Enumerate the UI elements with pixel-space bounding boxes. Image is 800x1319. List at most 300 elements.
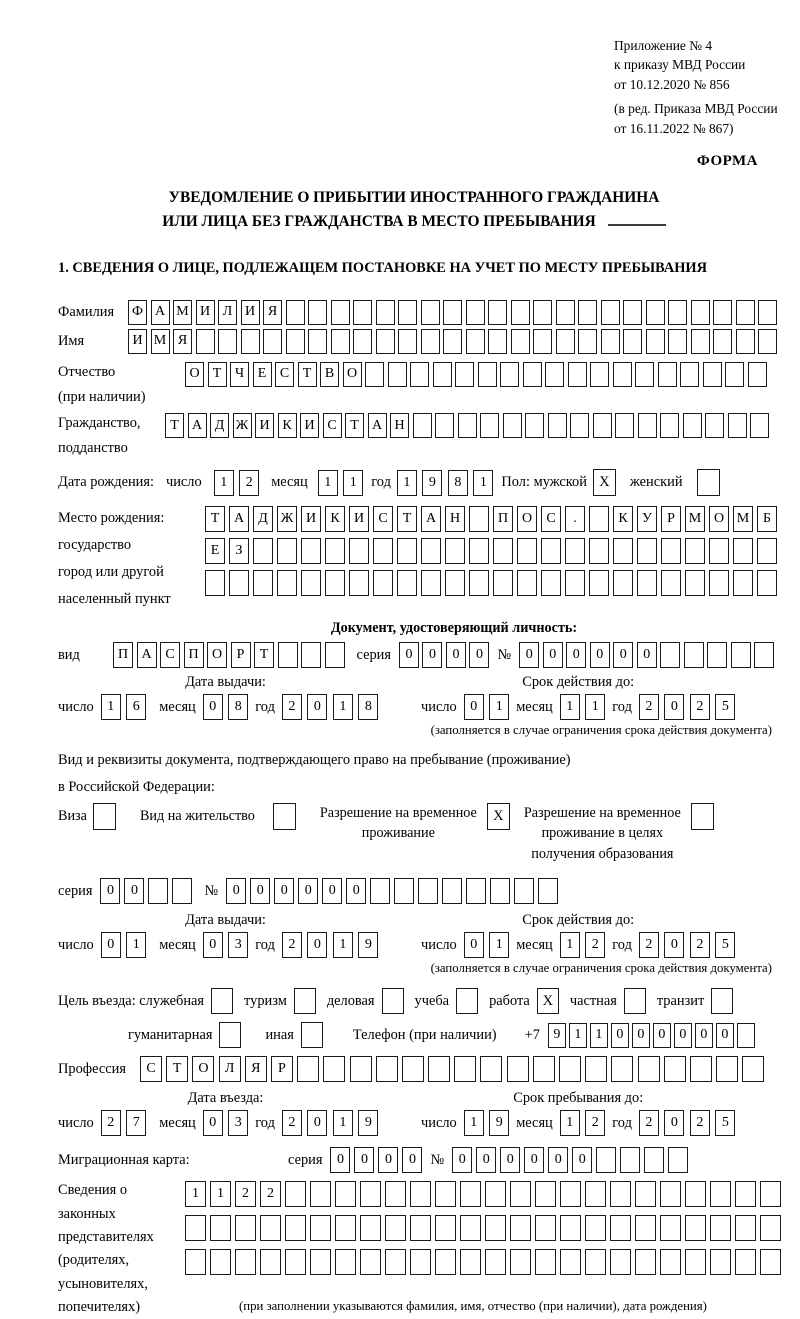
- char-cell[interactable]: 0: [637, 642, 657, 668]
- char-cell[interactable]: [210, 1249, 231, 1275]
- char-cell[interactable]: А: [137, 642, 157, 668]
- char-cell[interactable]: 0: [674, 1023, 692, 1048]
- char-cell[interactable]: [310, 1215, 331, 1241]
- char-cell[interactable]: [742, 1056, 764, 1082]
- char-cell[interactable]: 0: [422, 642, 442, 668]
- char-cell[interactable]: [455, 362, 474, 387]
- char-cell[interactable]: [725, 362, 744, 387]
- char-cell[interactable]: 1: [126, 932, 146, 958]
- char-cell[interactable]: 1: [343, 470, 363, 496]
- char-cell[interactable]: [510, 1181, 531, 1207]
- char-cell[interactable]: [735, 1249, 756, 1275]
- char-cell[interactable]: А: [421, 506, 441, 532]
- char-cell[interactable]: [646, 329, 665, 354]
- char-cell[interactable]: 1: [214, 470, 234, 496]
- char-cell[interactable]: И: [300, 413, 319, 438]
- char-cell[interactable]: [308, 300, 327, 325]
- char-cell[interactable]: [286, 329, 305, 354]
- char-cell[interactable]: 1: [333, 932, 353, 958]
- char-cell[interactable]: [541, 570, 561, 596]
- char-cell[interactable]: [613, 538, 633, 564]
- char-cell[interactable]: [376, 1056, 398, 1082]
- char-cell[interactable]: Т: [345, 413, 364, 438]
- char-cell[interactable]: [556, 329, 575, 354]
- char-cell[interactable]: Т: [208, 362, 227, 387]
- char-cell[interactable]: [736, 300, 755, 325]
- residence-permit-checkbox[interactable]: [273, 803, 296, 830]
- char-cell[interactable]: К: [278, 413, 297, 438]
- char-cell[interactable]: Я: [245, 1056, 267, 1082]
- char-cell[interactable]: 2: [260, 1181, 281, 1207]
- char-cell[interactable]: [535, 1181, 556, 1207]
- char-cell[interactable]: [733, 570, 753, 596]
- char-cell[interactable]: [578, 300, 597, 325]
- purpose-humanitarian-checkbox[interactable]: [219, 1022, 241, 1048]
- char-cell[interactable]: 2: [282, 1110, 302, 1136]
- char-cell[interactable]: [535, 1215, 556, 1241]
- char-cell[interactable]: [556, 300, 575, 325]
- temp-residence-edu-checkbox[interactable]: [691, 803, 714, 830]
- char-cell[interactable]: С: [275, 362, 294, 387]
- char-cell[interactable]: [568, 362, 587, 387]
- char-cell[interactable]: Т: [165, 413, 184, 438]
- char-cell[interactable]: 2: [282, 694, 302, 720]
- char-cell[interactable]: В: [320, 362, 339, 387]
- char-cell[interactable]: 0: [446, 642, 466, 668]
- char-cell[interactable]: [353, 329, 372, 354]
- char-cell[interactable]: С: [373, 506, 393, 532]
- char-cell[interactable]: 9: [422, 470, 442, 496]
- char-cell[interactable]: [736, 329, 755, 354]
- char-cell[interactable]: П: [184, 642, 204, 668]
- char-cell[interactable]: [661, 570, 681, 596]
- char-cell[interactable]: [373, 570, 393, 596]
- char-cell[interactable]: [488, 300, 507, 325]
- char-cell[interactable]: 9: [548, 1023, 566, 1048]
- char-cell[interactable]: [278, 642, 298, 668]
- char-cell[interactable]: [445, 538, 465, 564]
- char-cell[interactable]: [349, 570, 369, 596]
- char-cell[interactable]: [538, 878, 558, 904]
- char-cell[interactable]: [493, 570, 513, 596]
- char-cell[interactable]: [360, 1215, 381, 1241]
- char-cell[interactable]: [360, 1249, 381, 1275]
- char-cell[interactable]: 2: [690, 1110, 710, 1136]
- char-cell[interactable]: [668, 1147, 688, 1173]
- char-cell[interactable]: [418, 878, 438, 904]
- char-cell[interactable]: Ф: [128, 300, 147, 325]
- char-cell[interactable]: [466, 300, 485, 325]
- char-cell[interactable]: 2: [282, 932, 302, 958]
- char-cell[interactable]: [638, 1056, 660, 1082]
- char-cell[interactable]: [664, 1056, 686, 1082]
- char-cell[interactable]: 0: [548, 1147, 568, 1173]
- char-cell[interactable]: 0: [664, 1110, 684, 1136]
- char-cell[interactable]: [301, 538, 321, 564]
- gender-male-checkbox[interactable]: X: [593, 469, 616, 496]
- char-cell[interactable]: [615, 413, 634, 438]
- char-cell[interactable]: 2: [639, 932, 659, 958]
- char-cell[interactable]: 0: [632, 1023, 650, 1048]
- char-cell[interactable]: 0: [572, 1147, 592, 1173]
- char-cell[interactable]: 0: [378, 1147, 398, 1173]
- char-cell[interactable]: [301, 642, 321, 668]
- char-cell[interactable]: [397, 570, 417, 596]
- char-cell[interactable]: Т: [254, 642, 274, 668]
- char-cell[interactable]: [559, 1056, 581, 1082]
- char-cell[interactable]: [308, 329, 327, 354]
- char-cell[interactable]: [469, 506, 489, 532]
- char-cell[interactable]: [485, 1249, 506, 1275]
- char-cell[interactable]: 1: [185, 1181, 206, 1207]
- char-cell[interactable]: М: [173, 300, 192, 325]
- char-cell[interactable]: [683, 413, 702, 438]
- char-cell[interactable]: [635, 1181, 656, 1207]
- char-cell[interactable]: 0: [695, 1023, 713, 1048]
- char-cell[interactable]: [503, 413, 522, 438]
- char-cell[interactable]: [410, 362, 429, 387]
- char-cell[interactable]: .: [565, 506, 585, 532]
- char-cell[interactable]: [703, 362, 722, 387]
- char-cell[interactable]: [668, 300, 687, 325]
- char-cell[interactable]: [297, 1056, 319, 1082]
- char-cell[interactable]: [585, 1056, 607, 1082]
- gender-female-checkbox[interactable]: [697, 469, 720, 496]
- char-cell[interactable]: 9: [358, 932, 378, 958]
- char-cell[interactable]: [458, 413, 477, 438]
- char-cell[interactable]: [285, 1181, 306, 1207]
- char-cell[interactable]: [466, 329, 485, 354]
- char-cell[interactable]: [660, 1249, 681, 1275]
- char-cell[interactable]: 1: [489, 694, 509, 720]
- char-cell[interactable]: [728, 413, 747, 438]
- char-cell[interactable]: [578, 329, 597, 354]
- char-cell[interactable]: [511, 329, 530, 354]
- char-cell[interactable]: [310, 1249, 331, 1275]
- char-cell[interactable]: Т: [166, 1056, 188, 1082]
- char-cell[interactable]: Е: [205, 538, 225, 564]
- char-cell[interactable]: [589, 506, 609, 532]
- char-cell[interactable]: О: [185, 362, 204, 387]
- char-cell[interactable]: 0: [307, 694, 327, 720]
- char-cell[interactable]: А: [368, 413, 387, 438]
- char-cell[interactable]: [205, 570, 225, 596]
- char-cell[interactable]: [421, 570, 441, 596]
- purpose-business-checkbox[interactable]: [211, 988, 233, 1014]
- char-cell[interactable]: [277, 538, 297, 564]
- char-cell[interactable]: [668, 329, 687, 354]
- char-cell[interactable]: 0: [203, 1110, 223, 1136]
- char-cell[interactable]: [360, 1181, 381, 1207]
- char-cell[interactable]: [410, 1181, 431, 1207]
- char-cell[interactable]: [260, 1249, 281, 1275]
- char-cell[interactable]: [148, 878, 168, 904]
- char-cell[interactable]: [613, 362, 632, 387]
- char-cell[interactable]: 0: [716, 1023, 734, 1048]
- char-cell[interactable]: [709, 570, 729, 596]
- char-cell[interactable]: Р: [271, 1056, 293, 1082]
- char-cell[interactable]: [285, 1249, 306, 1275]
- char-cell[interactable]: [620, 1147, 640, 1173]
- char-cell[interactable]: [611, 1056, 633, 1082]
- char-cell[interactable]: [541, 538, 561, 564]
- char-cell[interactable]: [660, 413, 679, 438]
- char-cell[interactable]: Р: [231, 642, 251, 668]
- char-cell[interactable]: 2: [585, 932, 605, 958]
- char-cell[interactable]: [460, 1215, 481, 1241]
- char-cell[interactable]: 9: [358, 1110, 378, 1136]
- char-cell[interactable]: [263, 329, 282, 354]
- char-cell[interactable]: 0: [354, 1147, 374, 1173]
- char-cell[interactable]: М: [685, 506, 705, 532]
- char-cell[interactable]: А: [188, 413, 207, 438]
- char-cell[interactable]: [435, 1249, 456, 1275]
- char-cell[interactable]: [596, 1147, 616, 1173]
- purpose-business2-checkbox[interactable]: [382, 988, 404, 1014]
- char-cell[interactable]: [660, 642, 680, 668]
- char-cell[interactable]: [691, 329, 710, 354]
- char-cell[interactable]: 2: [690, 694, 710, 720]
- char-cell[interactable]: [331, 329, 350, 354]
- char-cell[interactable]: [570, 413, 589, 438]
- char-cell[interactable]: З: [229, 538, 249, 564]
- char-cell[interactable]: [485, 1215, 506, 1241]
- char-cell[interactable]: 5: [715, 694, 735, 720]
- char-cell[interactable]: 0: [203, 694, 223, 720]
- char-cell[interactable]: [235, 1249, 256, 1275]
- char-cell[interactable]: [398, 300, 417, 325]
- char-cell[interactable]: 0: [307, 932, 327, 958]
- char-cell[interactable]: Д: [210, 413, 229, 438]
- char-cell[interactable]: [286, 300, 305, 325]
- char-cell[interactable]: [460, 1249, 481, 1275]
- char-cell[interactable]: [460, 1181, 481, 1207]
- char-cell[interactable]: [376, 329, 395, 354]
- char-cell[interactable]: 0: [519, 642, 539, 668]
- char-cell[interactable]: [565, 538, 585, 564]
- char-cell[interactable]: [589, 570, 609, 596]
- char-cell[interactable]: [560, 1215, 581, 1241]
- char-cell[interactable]: [713, 300, 732, 325]
- char-cell[interactable]: Т: [205, 506, 225, 532]
- char-cell[interactable]: Е: [253, 362, 272, 387]
- char-cell[interactable]: [680, 362, 699, 387]
- char-cell[interactable]: [535, 1249, 556, 1275]
- char-cell[interactable]: 8: [228, 694, 248, 720]
- char-cell[interactable]: [710, 1215, 731, 1241]
- char-cell[interactable]: 1: [585, 694, 605, 720]
- purpose-tourism-checkbox[interactable]: [294, 988, 316, 1014]
- char-cell[interactable]: Н: [445, 506, 465, 532]
- char-cell[interactable]: [635, 1215, 656, 1241]
- char-cell[interactable]: [585, 1181, 606, 1207]
- char-cell[interactable]: 0: [566, 642, 586, 668]
- char-cell[interactable]: [610, 1249, 631, 1275]
- char-cell[interactable]: [635, 1249, 656, 1275]
- char-cell[interactable]: [517, 538, 537, 564]
- char-cell[interactable]: [480, 1056, 502, 1082]
- char-cell[interactable]: 1: [464, 1110, 484, 1136]
- char-cell[interactable]: [589, 538, 609, 564]
- char-cell[interactable]: [685, 570, 705, 596]
- char-cell[interactable]: 7: [126, 1110, 146, 1136]
- char-cell[interactable]: 0: [307, 1110, 327, 1136]
- char-cell[interactable]: 1: [569, 1023, 587, 1048]
- purpose-private-checkbox[interactable]: [624, 988, 646, 1014]
- char-cell[interactable]: [185, 1215, 206, 1241]
- char-cell[interactable]: 0: [100, 878, 120, 904]
- char-cell[interactable]: [660, 1215, 681, 1241]
- char-cell[interactable]: [435, 413, 454, 438]
- char-cell[interactable]: 0: [330, 1147, 350, 1173]
- char-cell[interactable]: [691, 300, 710, 325]
- char-cell[interactable]: [277, 570, 297, 596]
- char-cell[interactable]: [466, 878, 486, 904]
- char-cell[interactable]: [253, 538, 273, 564]
- char-cell[interactable]: Ж: [277, 506, 297, 532]
- char-cell[interactable]: 2: [101, 1110, 121, 1136]
- char-cell[interactable]: [644, 1147, 664, 1173]
- char-cell[interactable]: [385, 1215, 406, 1241]
- char-cell[interactable]: Я: [263, 300, 282, 325]
- char-cell[interactable]: 1: [210, 1181, 231, 1207]
- char-cell[interactable]: И: [241, 300, 260, 325]
- char-cell[interactable]: 0: [250, 878, 270, 904]
- char-cell[interactable]: [731, 642, 751, 668]
- char-cell[interactable]: [185, 1249, 206, 1275]
- char-cell[interactable]: [710, 1181, 731, 1207]
- char-cell[interactable]: У: [637, 506, 657, 532]
- char-cell[interactable]: К: [613, 506, 633, 532]
- char-cell[interactable]: [758, 300, 777, 325]
- char-cell[interactable]: 0: [464, 694, 484, 720]
- char-cell[interactable]: 0: [476, 1147, 496, 1173]
- char-cell[interactable]: Н: [390, 413, 409, 438]
- purpose-other-checkbox[interactable]: [301, 1022, 323, 1048]
- char-cell[interactable]: О: [207, 642, 227, 668]
- char-cell[interactable]: [511, 300, 530, 325]
- char-cell[interactable]: [480, 413, 499, 438]
- char-cell[interactable]: [533, 300, 552, 325]
- char-cell[interactable]: [397, 538, 417, 564]
- char-cell[interactable]: [660, 1181, 681, 1207]
- char-cell[interactable]: [172, 878, 192, 904]
- char-cell[interactable]: [709, 538, 729, 564]
- char-cell[interactable]: 5: [715, 932, 735, 958]
- char-cell[interactable]: [757, 538, 777, 564]
- char-cell[interactable]: [241, 329, 260, 354]
- char-cell[interactable]: [350, 1056, 372, 1082]
- char-cell[interactable]: [325, 538, 345, 564]
- char-cell[interactable]: [410, 1249, 431, 1275]
- char-cell[interactable]: К: [325, 506, 345, 532]
- char-cell[interactable]: [646, 300, 665, 325]
- char-cell[interactable]: [638, 413, 657, 438]
- char-cell[interactable]: [760, 1249, 781, 1275]
- char-cell[interactable]: 0: [402, 1147, 422, 1173]
- char-cell[interactable]: [365, 362, 384, 387]
- char-cell[interactable]: [335, 1215, 356, 1241]
- char-cell[interactable]: [301, 570, 321, 596]
- char-cell[interactable]: [323, 1056, 345, 1082]
- char-cell[interactable]: [565, 570, 585, 596]
- char-cell[interactable]: 0: [590, 642, 610, 668]
- char-cell[interactable]: И: [255, 413, 274, 438]
- char-cell[interactable]: О: [192, 1056, 214, 1082]
- char-cell[interactable]: [585, 1249, 606, 1275]
- char-cell[interactable]: [635, 362, 654, 387]
- char-cell[interactable]: [737, 1023, 755, 1048]
- char-cell[interactable]: 0: [346, 878, 366, 904]
- char-cell[interactable]: [707, 642, 727, 668]
- char-cell[interactable]: С: [140, 1056, 162, 1082]
- char-cell[interactable]: [533, 1056, 555, 1082]
- char-cell[interactable]: 2: [235, 1181, 256, 1207]
- char-cell[interactable]: [613, 570, 633, 596]
- purpose-transit-checkbox[interactable]: [711, 988, 733, 1014]
- char-cell[interactable]: [560, 1181, 581, 1207]
- char-cell[interactable]: [435, 1181, 456, 1207]
- char-cell[interactable]: [760, 1181, 781, 1207]
- char-cell[interactable]: [748, 362, 767, 387]
- char-cell[interactable]: [758, 329, 777, 354]
- char-cell[interactable]: [370, 878, 390, 904]
- char-cell[interactable]: 1: [473, 470, 493, 496]
- char-cell[interactable]: [685, 1181, 706, 1207]
- char-cell[interactable]: Л: [219, 1056, 241, 1082]
- char-cell[interactable]: 0: [399, 642, 419, 668]
- char-cell[interactable]: 0: [653, 1023, 671, 1048]
- char-cell[interactable]: [478, 362, 497, 387]
- char-cell[interactable]: [402, 1056, 424, 1082]
- char-cell[interactable]: [705, 413, 724, 438]
- char-cell[interactable]: [637, 538, 657, 564]
- char-cell[interactable]: [469, 570, 489, 596]
- char-cell[interactable]: 2: [239, 470, 259, 496]
- char-cell[interactable]: А: [229, 506, 249, 532]
- char-cell[interactable]: Ж: [233, 413, 252, 438]
- char-cell[interactable]: [421, 329, 440, 354]
- char-cell[interactable]: 0: [124, 878, 144, 904]
- char-cell[interactable]: [533, 329, 552, 354]
- char-cell[interactable]: Л: [218, 300, 237, 325]
- char-cell[interactable]: 1: [489, 932, 509, 958]
- char-cell[interactable]: А: [151, 300, 170, 325]
- char-cell[interactable]: [590, 362, 609, 387]
- char-cell[interactable]: 0: [611, 1023, 629, 1048]
- char-cell[interactable]: О: [517, 506, 537, 532]
- char-cell[interactable]: 2: [585, 1110, 605, 1136]
- char-cell[interactable]: 1: [318, 470, 338, 496]
- char-cell[interactable]: И: [301, 506, 321, 532]
- char-cell[interactable]: [601, 329, 620, 354]
- char-cell[interactable]: 0: [613, 642, 633, 668]
- char-cell[interactable]: [260, 1215, 281, 1241]
- char-cell[interactable]: [623, 329, 642, 354]
- char-cell[interactable]: [490, 878, 510, 904]
- char-cell[interactable]: Б: [757, 506, 777, 532]
- char-cell[interactable]: [685, 1215, 706, 1241]
- char-cell[interactable]: [658, 362, 677, 387]
- char-cell[interactable]: 0: [664, 932, 684, 958]
- char-cell[interactable]: [413, 413, 432, 438]
- char-cell[interactable]: [510, 1249, 531, 1275]
- char-cell[interactable]: 0: [500, 1147, 520, 1173]
- char-cell[interactable]: 1: [590, 1023, 608, 1048]
- char-cell[interactable]: [757, 570, 777, 596]
- char-cell[interactable]: [517, 570, 537, 596]
- char-cell[interactable]: [421, 300, 440, 325]
